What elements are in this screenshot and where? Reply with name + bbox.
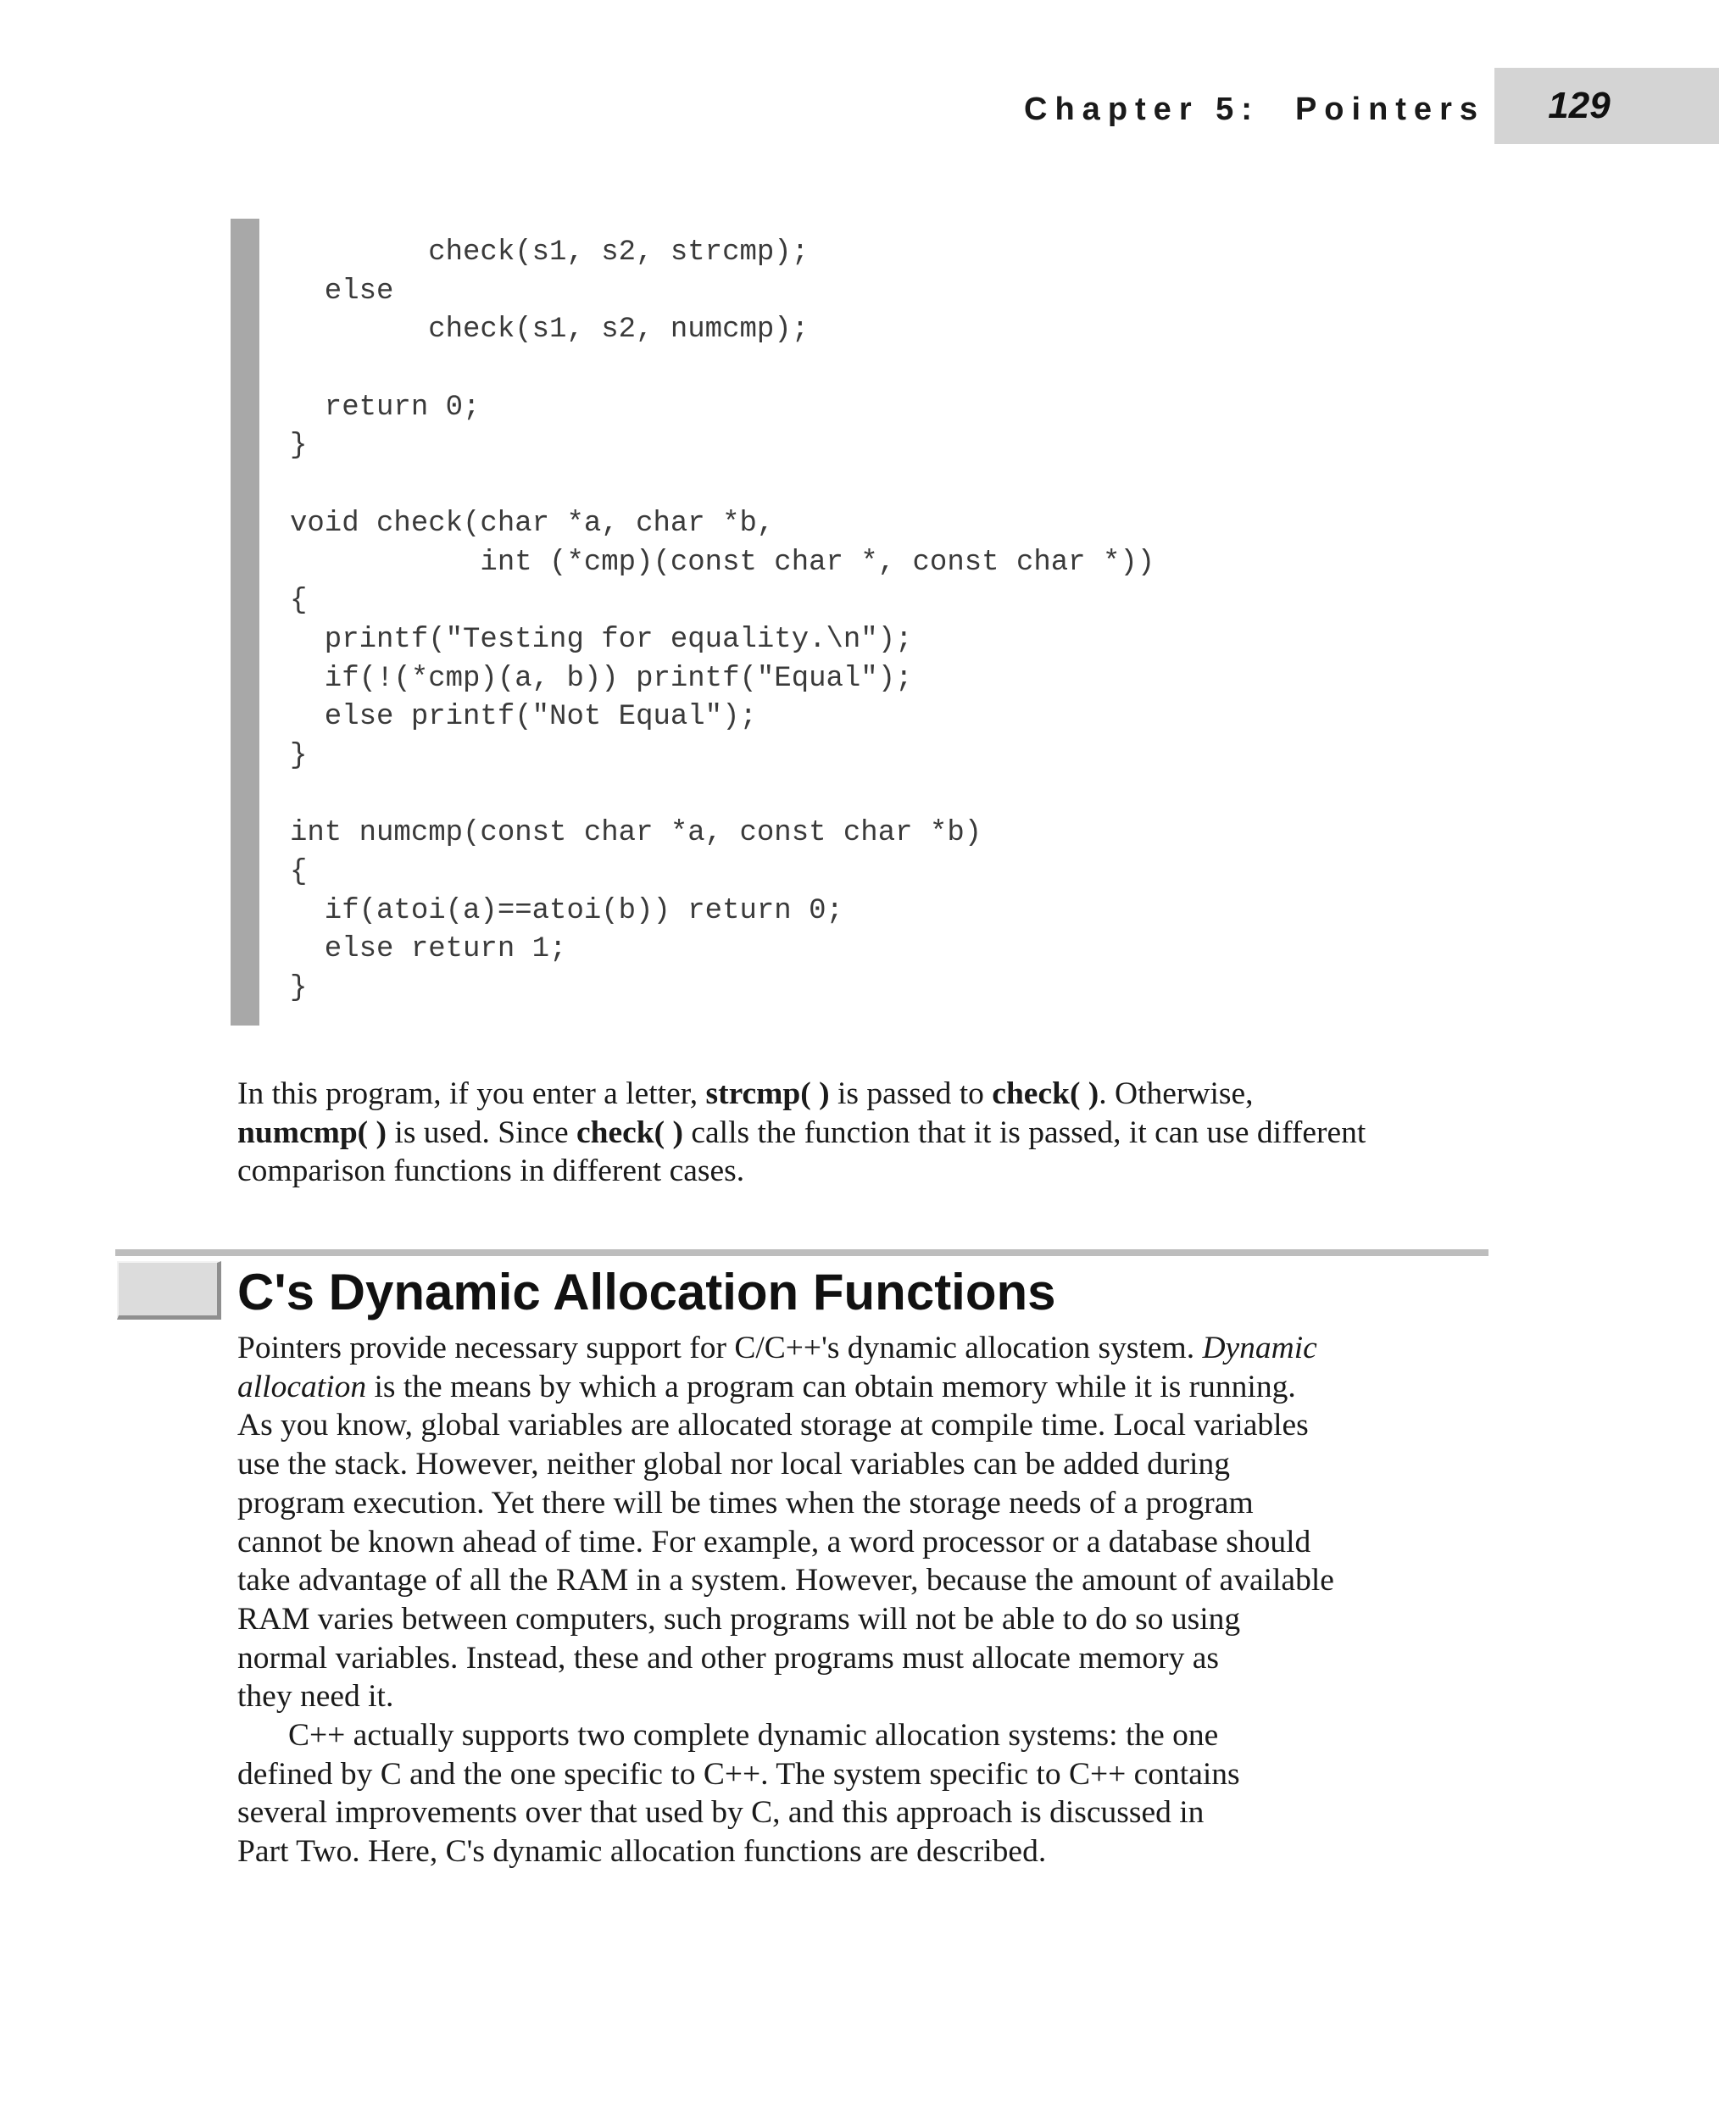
- code-listing: [290, 234, 1155, 1009]
- text-line: [237, 1329, 1492, 1368]
- text-line: cannot be known ahead of time. For example, a word processor or a database should: [237, 1524, 1311, 1559]
- code-line: else return 1;: [290, 933, 567, 966]
- code-line: [290, 466, 1155, 505]
- text-run: is the means by which a program can obtain memory while it is running.: [366, 1369, 1296, 1404]
- page-number: 129: [1548, 85, 1611, 126]
- chapter-title: Pointers: [1294, 92, 1485, 127]
- text-line: normal variables. Instead, these and other programs must allocate memory as: [237, 1640, 1219, 1676]
- section-heading: C's Dynamic Allocation Functions: [237, 1264, 1056, 1320]
- text-line: program execution. Yet there will be times when the storage needs of a program: [237, 1485, 1254, 1520]
- text-line: C++ actually supports two complete dynamic allocation systems: the one: [288, 1718, 1219, 1753]
- code-line: int numcmp(const char *a, const char *b): [290, 817, 982, 850]
- text-run: is passed to: [829, 1076, 993, 1111]
- text-line: defined by C and the one specific to C++. The system specific to C++ contains: [237, 1756, 1240, 1792]
- code-line: check(s1, s2, strcmp);: [290, 236, 810, 269]
- text-line: Part Two. Here, C's dynamic allocation functions are described.: [237, 1834, 1047, 1870]
- code-line: else printf("Not Equal");: [290, 701, 757, 734]
- function-name: numcmp( ): [237, 1115, 387, 1150]
- code-line: if(!(*cmp)(a, b)) printf("Equal");: [290, 662, 913, 695]
- intro-paragraph: [237, 1075, 1492, 1191]
- text-line: comparison functions in different cases.: [237, 1154, 745, 1189]
- text-line: take advantage of all the RAM in a system. However, because the amount of available: [237, 1563, 1334, 1598]
- text-line: RAM varies between computers, such programs will not be able to do so using: [237, 1601, 1241, 1637]
- text-line: As you know, global variables are allocated storage at compile time. Local variables: [237, 1408, 1309, 1443]
- code-line: return 0;: [290, 391, 481, 424]
- text-line: they need it.: [237, 1679, 394, 1715]
- italic-term: allocation: [237, 1369, 367, 1404]
- text-run: is used. Since: [387, 1115, 576, 1150]
- text-line: [237, 1114, 1492, 1153]
- code-line: {: [290, 856, 308, 888]
- code-line: [290, 776, 1155, 815]
- code-line: }: [290, 430, 308, 463]
- code-line: }: [290, 739, 308, 772]
- text-line: [237, 1075, 1492, 1114]
- function-name: check( ): [992, 1076, 1099, 1111]
- body-paragraph-2: [237, 1716, 1492, 1871]
- code-line: void check(char *a, char *b,: [290, 507, 775, 540]
- text-line: use the stack. However, neither global nor local variables can be added during: [237, 1447, 1230, 1482]
- code-line: if(atoi(a)==atoi(b)) return 0;: [290, 894, 843, 927]
- text-run: calls the function that it is passed, it can use different: [683, 1115, 1366, 1150]
- text-run: . Otherwise,: [1099, 1076, 1254, 1111]
- code-line: [290, 350, 1155, 389]
- italic-term: Dynamic: [1202, 1331, 1317, 1365]
- text-run: Pointers provide necessary support for C/C++'s dynamic allocation system.: [237, 1331, 1203, 1365]
- text-run: In this program, if you enter a letter,: [237, 1076, 706, 1111]
- code-line: {: [290, 585, 308, 618]
- chapter-label: Chapter 5:: [1024, 92, 1260, 127]
- text-line: [237, 1368, 1492, 1407]
- running-head: [975, 88, 1485, 131]
- function-name: strcmp( ): [705, 1076, 830, 1111]
- section-marker-box: [117, 1261, 221, 1320]
- code-line: }: [290, 972, 308, 1005]
- code-line: check(s1, s2, numcmp);: [290, 314, 810, 347]
- function-name: check( ): [576, 1115, 683, 1150]
- code-line: int (*cmp)(const char *, const char *)): [290, 546, 1155, 579]
- page-number-tab: [1494, 68, 1719, 144]
- body-paragraph-1: [237, 1329, 1492, 1716]
- code-line: printf("Testing for equality.\n");: [290, 623, 913, 656]
- code-line: else: [290, 275, 394, 308]
- section-rule: [115, 1249, 1488, 1256]
- text-line: several improvements over that used by C, and this approach is discussed in: [237, 1795, 1205, 1831]
- code-margin-bar: [231, 219, 259, 1026]
